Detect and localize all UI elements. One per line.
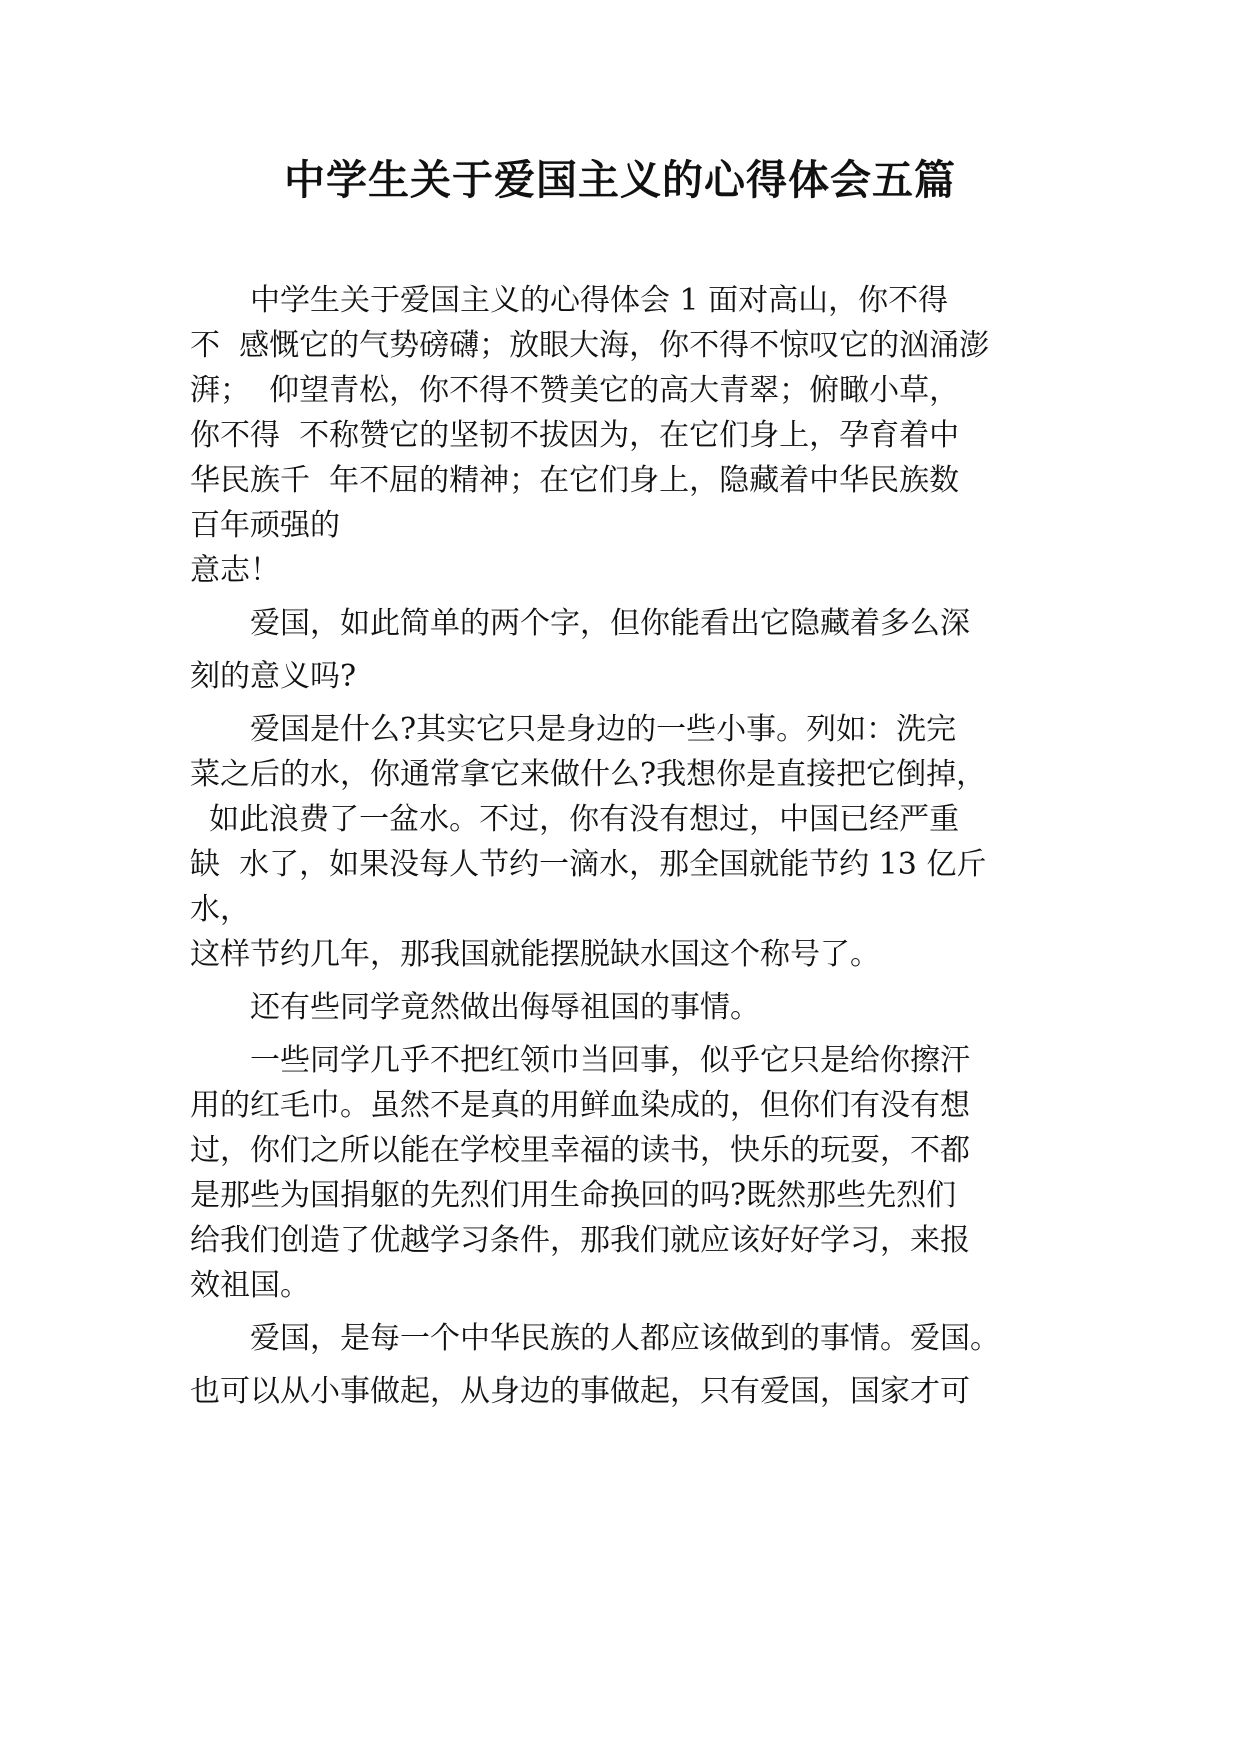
text-line: 水，	[190, 892, 250, 927]
paragraph-spacer	[190, 593, 1052, 601]
text-line: 不 感慨它的气势磅礴；放眼大海，你不得不惊叹它的汹涌澎	[190, 328, 990, 363]
text-line: 你不得 不称赞它的坚韧不拔因为，在它们身上，孕育着中	[190, 418, 960, 453]
text-line: 缺 水了，如果没每人节约一滴水，那全国就能节约 13 亿斤	[190, 847, 987, 882]
text-line: 一些同学几乎不把红领巾当回事，似乎它只是给你擦汗	[190, 1043, 970, 1078]
text-line: 中学生关于爱国主义的心得体会 1 面对高山，你不得	[190, 283, 949, 318]
text-line: 百年顽强的	[190, 508, 340, 543]
text-line: 爱国，如此简单的两个字，但你能看出它隐藏着多么深	[190, 606, 970, 641]
text-line: 用的红毛巾。虽然不是真的用鲜血染成的，但你们有没有想	[190, 1088, 970, 1123]
text-line: 刻的意义吗?	[190, 659, 357, 694]
text-line: 华民族千 年不屈的精神；在它们身上，隐藏着中华民族数	[190, 463, 960, 498]
paragraph-spacer	[190, 646, 1052, 654]
text-line: 过，你们之所以能在学校里幸福的读书，快乐的玩耍，不都	[190, 1133, 970, 1168]
text-line: 给我们创造了优越学习条件，那我们就应该好好学习，来报	[190, 1223, 970, 1258]
text-line: 还有些同学竟然做出侮辱祖国的事情。	[190, 990, 760, 1025]
paragraph-spacer	[190, 699, 1052, 707]
paragraph-spacer	[190, 1361, 1052, 1369]
text-line: 也可以从小事做起，从身边的事做起，只有爱国，国家才可	[190, 1374, 970, 1409]
text-line: 湃； 仰望青松，你不得不赞美它的高大青翠；俯瞰小草，	[190, 373, 960, 408]
text-line: 意志！	[190, 553, 280, 588]
text-line: 菜之后的水，你通常拿它来做什么?我想你是直接把它倒掉，	[190, 757, 987, 792]
text-line: 爱国是什么?其实它只是身边的一些小事。列如：洗完	[190, 712, 957, 747]
text-line: 是那些为国捐躯的先烈们用生命换回的吗?既然那些先烈们	[190, 1178, 957, 1213]
paragraph-spacer	[190, 1308, 1052, 1316]
paragraph-spacer	[190, 977, 1052, 985]
document-body	[190, 278, 1052, 1414]
text-line: 这样节约几年，那我国就能摆脱缺水国这个称号了。	[190, 937, 880, 972]
text-line: 爱国，是每一个中华民族的人都应该做到的事情。爱国。	[190, 1321, 1000, 1356]
text-line: 如此浪费了一盆水。不过，你有没有想过，中国已经严重	[190, 802, 960, 837]
document-title: 中学生关于爱国主义的心得体会五篇	[284, 156, 956, 204]
text-line: 效祖国。	[190, 1268, 310, 1303]
paragraph-spacer	[190, 1030, 1052, 1038]
